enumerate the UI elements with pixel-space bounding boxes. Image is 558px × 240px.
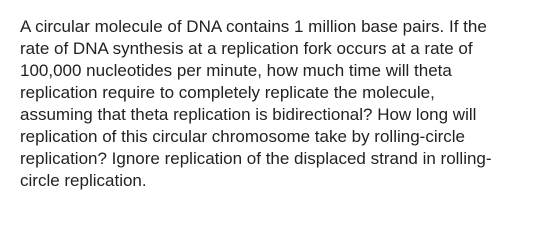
question-text (20, 16, 538, 192)
question-line: 100,000 nucleotides per minute, how much time will theta (20, 61, 452, 80)
question-line: circle replication. (20, 171, 147, 190)
question-line: replication require to completely replicate the molecule, (20, 83, 435, 102)
question-line: replication of this circular chromosome take by rolling-circle (20, 127, 465, 146)
question-line: rate of DNA synthesis at a replication fork occurs at a rate of (20, 39, 473, 58)
question-line: A circular molecule of DNA contains 1 million base pairs. If the (20, 17, 487, 36)
question-line: replication? Ignore replication of the displaced strand in rolling- (20, 149, 492, 168)
question-line: assuming that theta replication is bidirectional? How long will (20, 105, 477, 124)
